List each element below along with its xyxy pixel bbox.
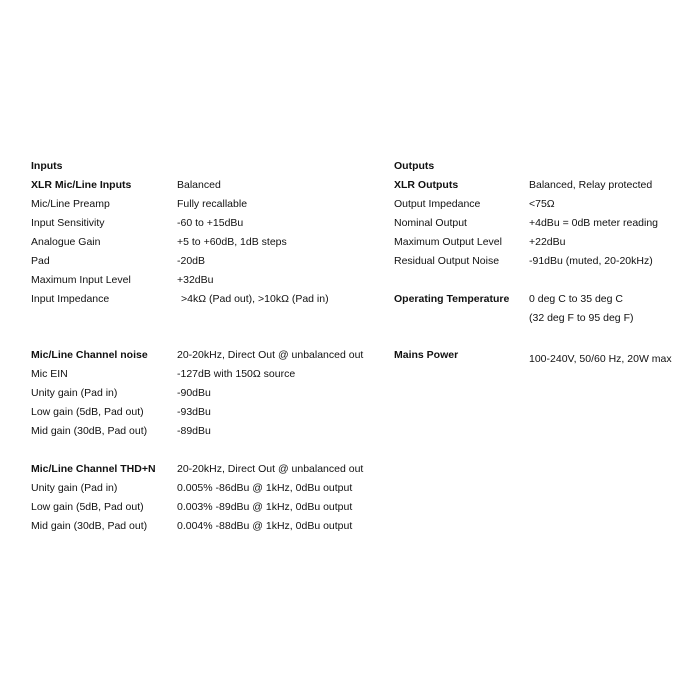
mains-power-value: 100-240V, 50/60 Hz, 20W max [529,353,672,365]
operating-temperature-label: Operating Temperature [394,293,510,305]
max-input-level-label: Maximum Input Level [31,274,131,286]
input-sensitivity-value: -60 to +15dBu [177,217,244,229]
operating-temperature-value: 0 deg C to 35 deg C [529,293,623,305]
residual-output-noise-value: -91dBu (muted, 20-20kHz) [529,255,653,267]
noise-row-value: -127dB with 150Ω source [177,368,296,380]
thd-heading-value: 20-20kHz, Direct Out @ unbalanced out [177,463,364,475]
output-impedance-label: Output Impedance [394,198,481,210]
thd-heading: Mic/Line Channel THD+N [31,463,156,475]
noise-heading-value: 20-20kHz, Direct Out @ unbalanced out [177,349,364,361]
xlr-inputs-label: XLR Mic/Line Inputs [31,179,132,191]
xlr-inputs-value: Balanced [177,179,221,191]
mic-line-preamp-label: Mic/Line Preamp [31,198,110,210]
input-sensitivity-label: Input Sensitivity [31,217,105,229]
max-input-level-value: +32dBu [177,274,214,286]
analogue-gain-value: +5 to +60dB, 1dB steps [177,236,287,248]
pad-value: -20dB [177,255,206,267]
noise-row-value: -93dBu [177,406,211,418]
pad-label: Pad [31,255,50,267]
thd-row-value: 0.004% -88dBu @ 1kHz, 0dBu output [177,520,353,532]
thd-row-label: Mid gain (30dB, Pad out) [31,520,148,532]
noise-row-label: Mid gain (30dB, Pad out) [31,425,148,437]
mains-power-label: Mains Power [394,349,459,361]
analogue-gain-label: Analogue Gain [31,236,101,248]
max-output-level-label: Maximum Output Level [394,236,502,248]
output-impedance-value: <75Ω [529,198,555,210]
thd-row-value: 0.005% -86dBu @ 1kHz, 0dBu output [177,482,353,494]
mic-line-preamp-value: Fully recallable [177,198,248,210]
inputs-heading: Inputs [31,160,63,172]
noise-row-label: Low gain (5dB, Pad out) [31,406,144,418]
thd-row-label: Low gain (5dB, Pad out) [31,501,144,513]
xlr-outputs-value: Balanced, Relay protected [529,179,653,191]
noise-row-label: Unity gain (Pad in) [31,387,118,399]
input-impedance-label: Input Impedance [31,293,110,305]
input-impedance-value: >4kΩ (Pad out), >10kΩ (Pad in) [181,293,329,305]
xlr-outputs-label: XLR Outputs [394,179,459,191]
thd-row-value: 0.003% -89dBu @ 1kHz, 0dBu output [177,501,353,513]
operating-temperature-value-fahrenheit: (32 deg F to 95 deg F) [529,312,634,324]
nominal-output-label: Nominal Output [394,217,467,229]
noise-heading: Mic/Line Channel noise [31,349,148,361]
noise-row-label: Mic EIN [31,368,68,380]
max-output-level-value: +22dBu [529,236,566,248]
nominal-output-value: +4dBu = 0dB meter reading [529,217,659,229]
thd-row-label: Unity gain (Pad in) [31,482,118,494]
outputs-heading: Outputs [394,160,435,172]
noise-row-value: -89dBu [177,425,211,437]
noise-row-value: -90dBu [177,387,211,399]
residual-output-noise-label: Residual Output Noise [394,255,500,267]
